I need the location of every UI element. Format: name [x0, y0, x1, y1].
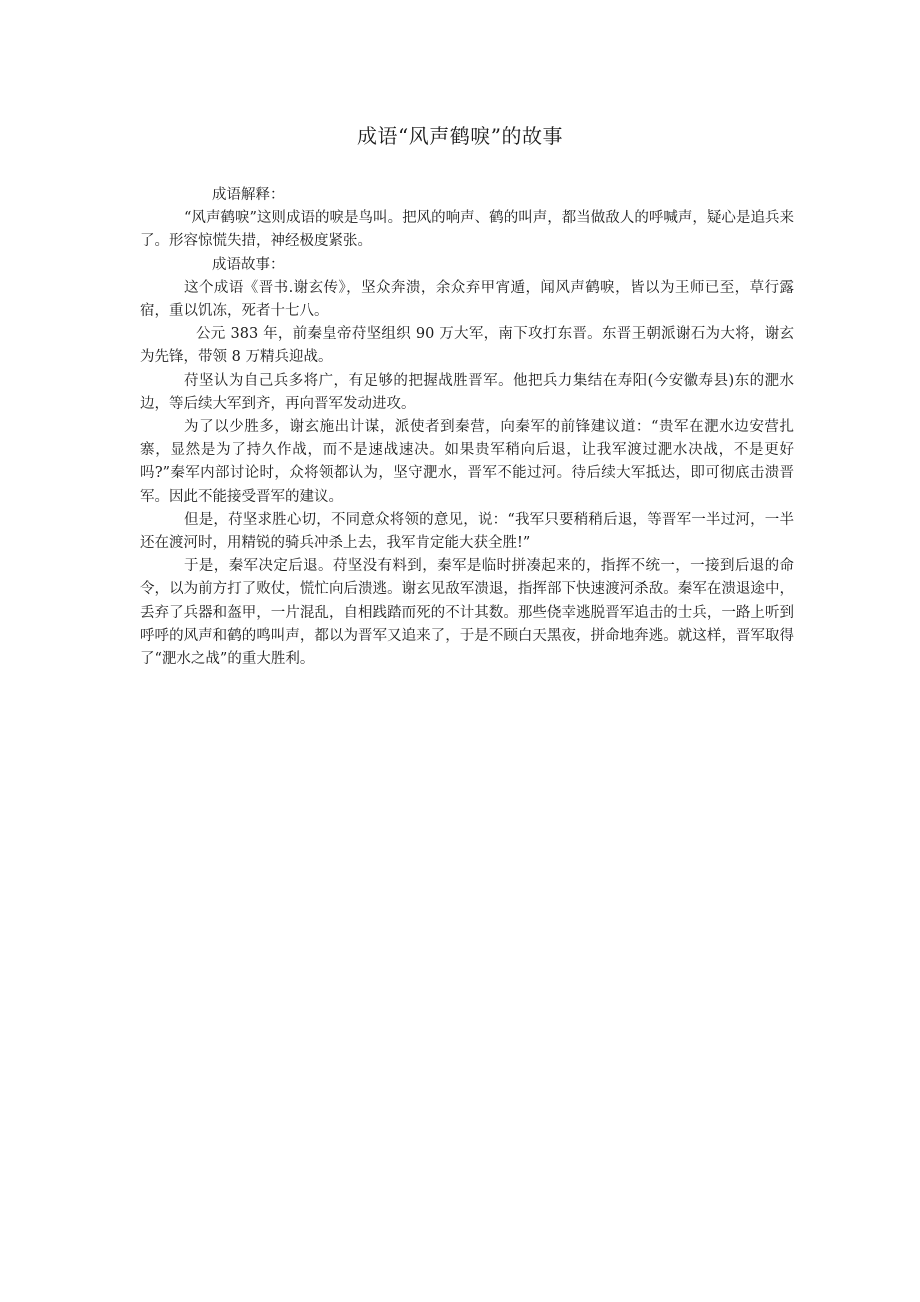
story-paragraph: 公元 383 年，前秦皇帝苻坚组织 90 万大军，南下攻打东晋。东晋王朝派谢石为大将，谢玄为先锋，带领 8 万精兵迎战。: [140, 326, 794, 366]
story-paragraph: 为了以少胜多，谢玄施出计谋，派使者到秦营，向秦军的前锋建议道：“贵军在淝水边安营扎寨，显然是为了持久作战，而不是速战速决。如果贵军稍向后退，让我军渡过淝水决战，不是更好吗?”秦军内部讨论时，众将领都认为，坚守淝水，晋军不能过河。待后续大军抵达，即可彻底击溃晋军。因此不能接受晋军的建议。: [140, 419, 794, 505]
explanation-label: 成语解释：: [212, 187, 285, 203]
story-paragraph: 这个成语《晋书.谢玄传》，坚众奔溃，余众弃甲宵遁，闻风声鹤唳，皆以为王师已至，草行露宿，重以饥冻，死者十七八。: [140, 279, 794, 320]
story-label: 成语故事：: [212, 256, 285, 273]
story-paragraph: 苻坚认为自己兵多将广，有足够的把握战胜晋军。他把兵力集结在寿阳(今安徽寿县)东的淝水边，等后续大军到齐，再向晋军发动进攻。: [140, 372, 794, 412]
story-paragraph: 但是，苻坚求胜心切，不同意众将领的意见，说：“我军只要稍稍后退，等晋军一半过河，一半还在渡河时，用精锐的骑兵冲杀上去，我军肯定能大获全胜!”: [140, 511, 794, 552]
explanation-paragraph: “风声鹤唳”这则成语的唳是鸟叫。把风的响声、鹤的叫声，都当做敌人的呼喊声，疑心是追兵来了。形容惊慌失措，神经极度紧张。: [140, 210, 794, 250]
story-paragraph: 于是，秦军决定后退。苻坚没有料到，秦军是临时拼凑起来的，指挥不统一，一接到后退的命令，以为前方打了败仗，慌忙向后溃逃。谢玄见敌军溃退，指挥部下快速渡河杀敌。秦军在溃退途中，丢弃了兵器和盔甲，一片混乱，自相践踏而死的不计其数。那些侥幸逃脱晋军追击的士兵，一路上听到呼呼的风声和鹤的鸣叫声，都以为晋军又追来了，于是不顾白天黑夜，拼命地奔逃。就这样，晋军取得了“淝水之战”的重大胜利。: [140, 558, 794, 668]
document-title: 成语“风声鹤唳”的故事: [357, 124, 563, 148]
document-body: [140, 184, 794, 671]
